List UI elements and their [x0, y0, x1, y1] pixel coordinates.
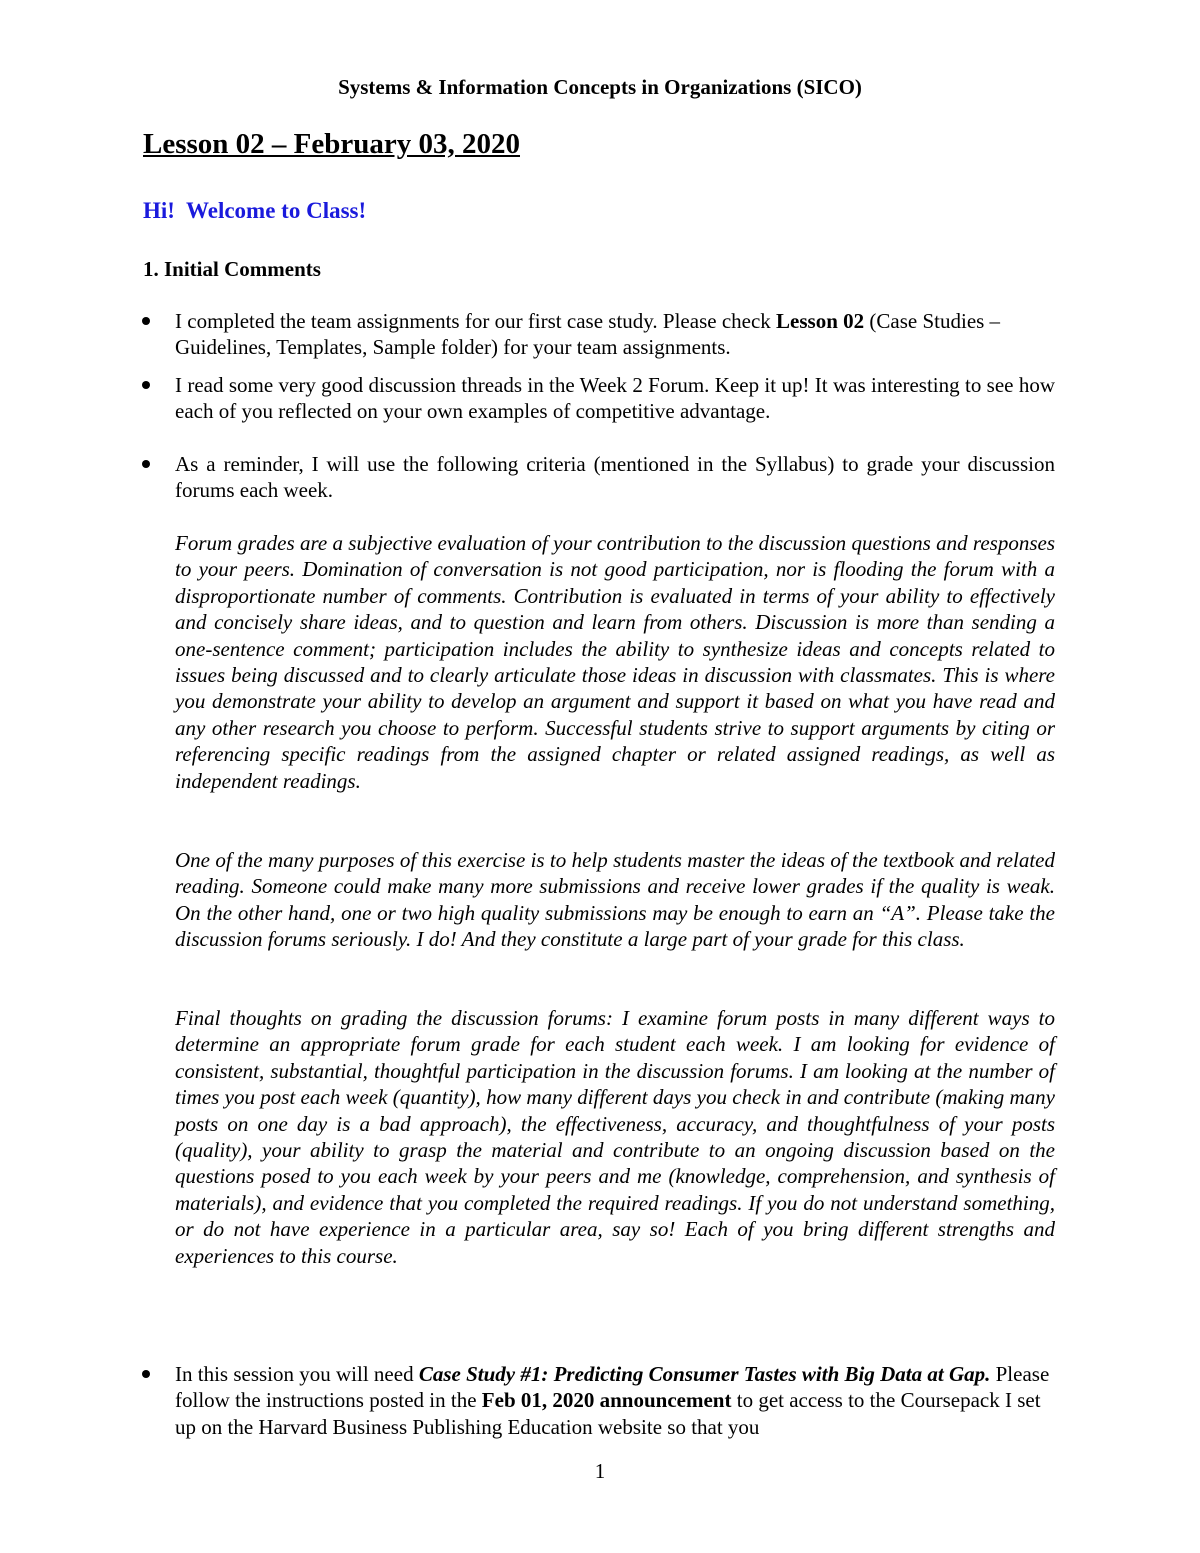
bullet-icon [140, 451, 152, 477]
bullet-icon [140, 308, 152, 334]
bullet-bold-text: Lesson 02 [776, 309, 865, 333]
course-header: Systems & Information Concepts in Organizations (SICO) [338, 75, 862, 99]
bullet-item [175, 308, 1055, 361]
bullet-text: to get access to the Coursepack I set up on the Harvard Business Publishing Education website so that you [175, 1388, 1041, 1439]
lesson-title: Lesson 02 – February 03, 2020 [143, 128, 520, 160]
welcome-heading: Hi! Welcome to Class! [143, 198, 367, 223]
bullet-text: (Case Studies – Guidelines, Templates, Sample folder) for your team assignments. [175, 309, 1001, 360]
page-number: 1 [594, 1459, 606, 1483]
section-heading: 1. Initial Comments [143, 257, 321, 281]
bullet-text: Please follow the instructions posted in the [175, 1362, 1050, 1413]
bullet-item [175, 372, 1055, 425]
bullet-text: I read some very good discussion threads in the Week 2 Forum. Keep it up! It was interesting to see how each of you reflected on your own examples of competitive advantage. [175, 373, 1055, 424]
criteria-paragraph: One of the many purposes of this exercise is to help students master the ideas of the textbook and related reading. Someone could make many more submissions and receive lower grades if the quality is weak. On the other hand, one or two high quality submissions may be enough to earn an “A”. Please take the discussion forums seriously. I do! And they constitute a large part of your grade for this class. [175, 848, 1055, 952]
bullet-item [175, 1361, 1055, 1440]
bullet-text: In this session you will need [175, 1362, 419, 1386]
announcement-ref: Feb 01, 2020 announcement [481, 1388, 732, 1413]
bullet-item [175, 451, 1055, 504]
bullet-icon [140, 1361, 152, 1387]
bullet-text: I completed the team assignments for our first case study. Please check [175, 309, 777, 333]
case-study-title: Case Study #1: Predicting Consumer Tastes with Big Data at Gap. [418, 1362, 991, 1386]
criteria-paragraph: Forum grades are a subjective evaluation of your contribution to the discussion questions and responses to your peers. Domination of conversation is not good participation, nor is flooding the forum with a disproportionate number of comments. Contribution is evaluated in terms of your ability to effectively and concisely share ideas, and to question and learn from others. Discussion is more than sending a one-sentence comment; participation includes the ability to synthesize ideas and concepts related to issues being discussed and to clearly articulate those ideas in discussion with classmates. This is where you demonstrate your ability to develop an argument and support it based on what you have read and any other research you choose to perform. Successful students strive to support arguments by citing or referencing specific readings from the assigned chapter or related assigned readings, as well as independent readings. [175, 531, 1055, 793]
bullet-text: As a reminder, I will use the following criteria (mentioned in the Syllabus) to grade your discussion forums each week. [175, 452, 1055, 503]
criteria-paragraph: Final thoughts on grading the discussion forums: I examine forum posts in many different ways to determine an appropriate forum grade for each student each week. I am looking for evidence of consistent, substantial, thoughtful participation in the discussion forums. I am looking at the number of times you post each week (quantity), how many different days you check in and contribute (making many posts on one day is a bad approach), the effectiveness, accuracy, and thoughtfulness of your posts (quality), your ability to grasp the material and contribute to an ongoing discussion based on the questions posed to you each week by your peers and me (knowledge, comprehension, and synthesis of materials), and evidence that you completed the required readings. If you do not understand something, or do not have experience in a particular area, say so! Each of you bring different strengths and experiences to this course. [175, 1006, 1055, 1268]
bullet-icon [140, 372, 152, 398]
